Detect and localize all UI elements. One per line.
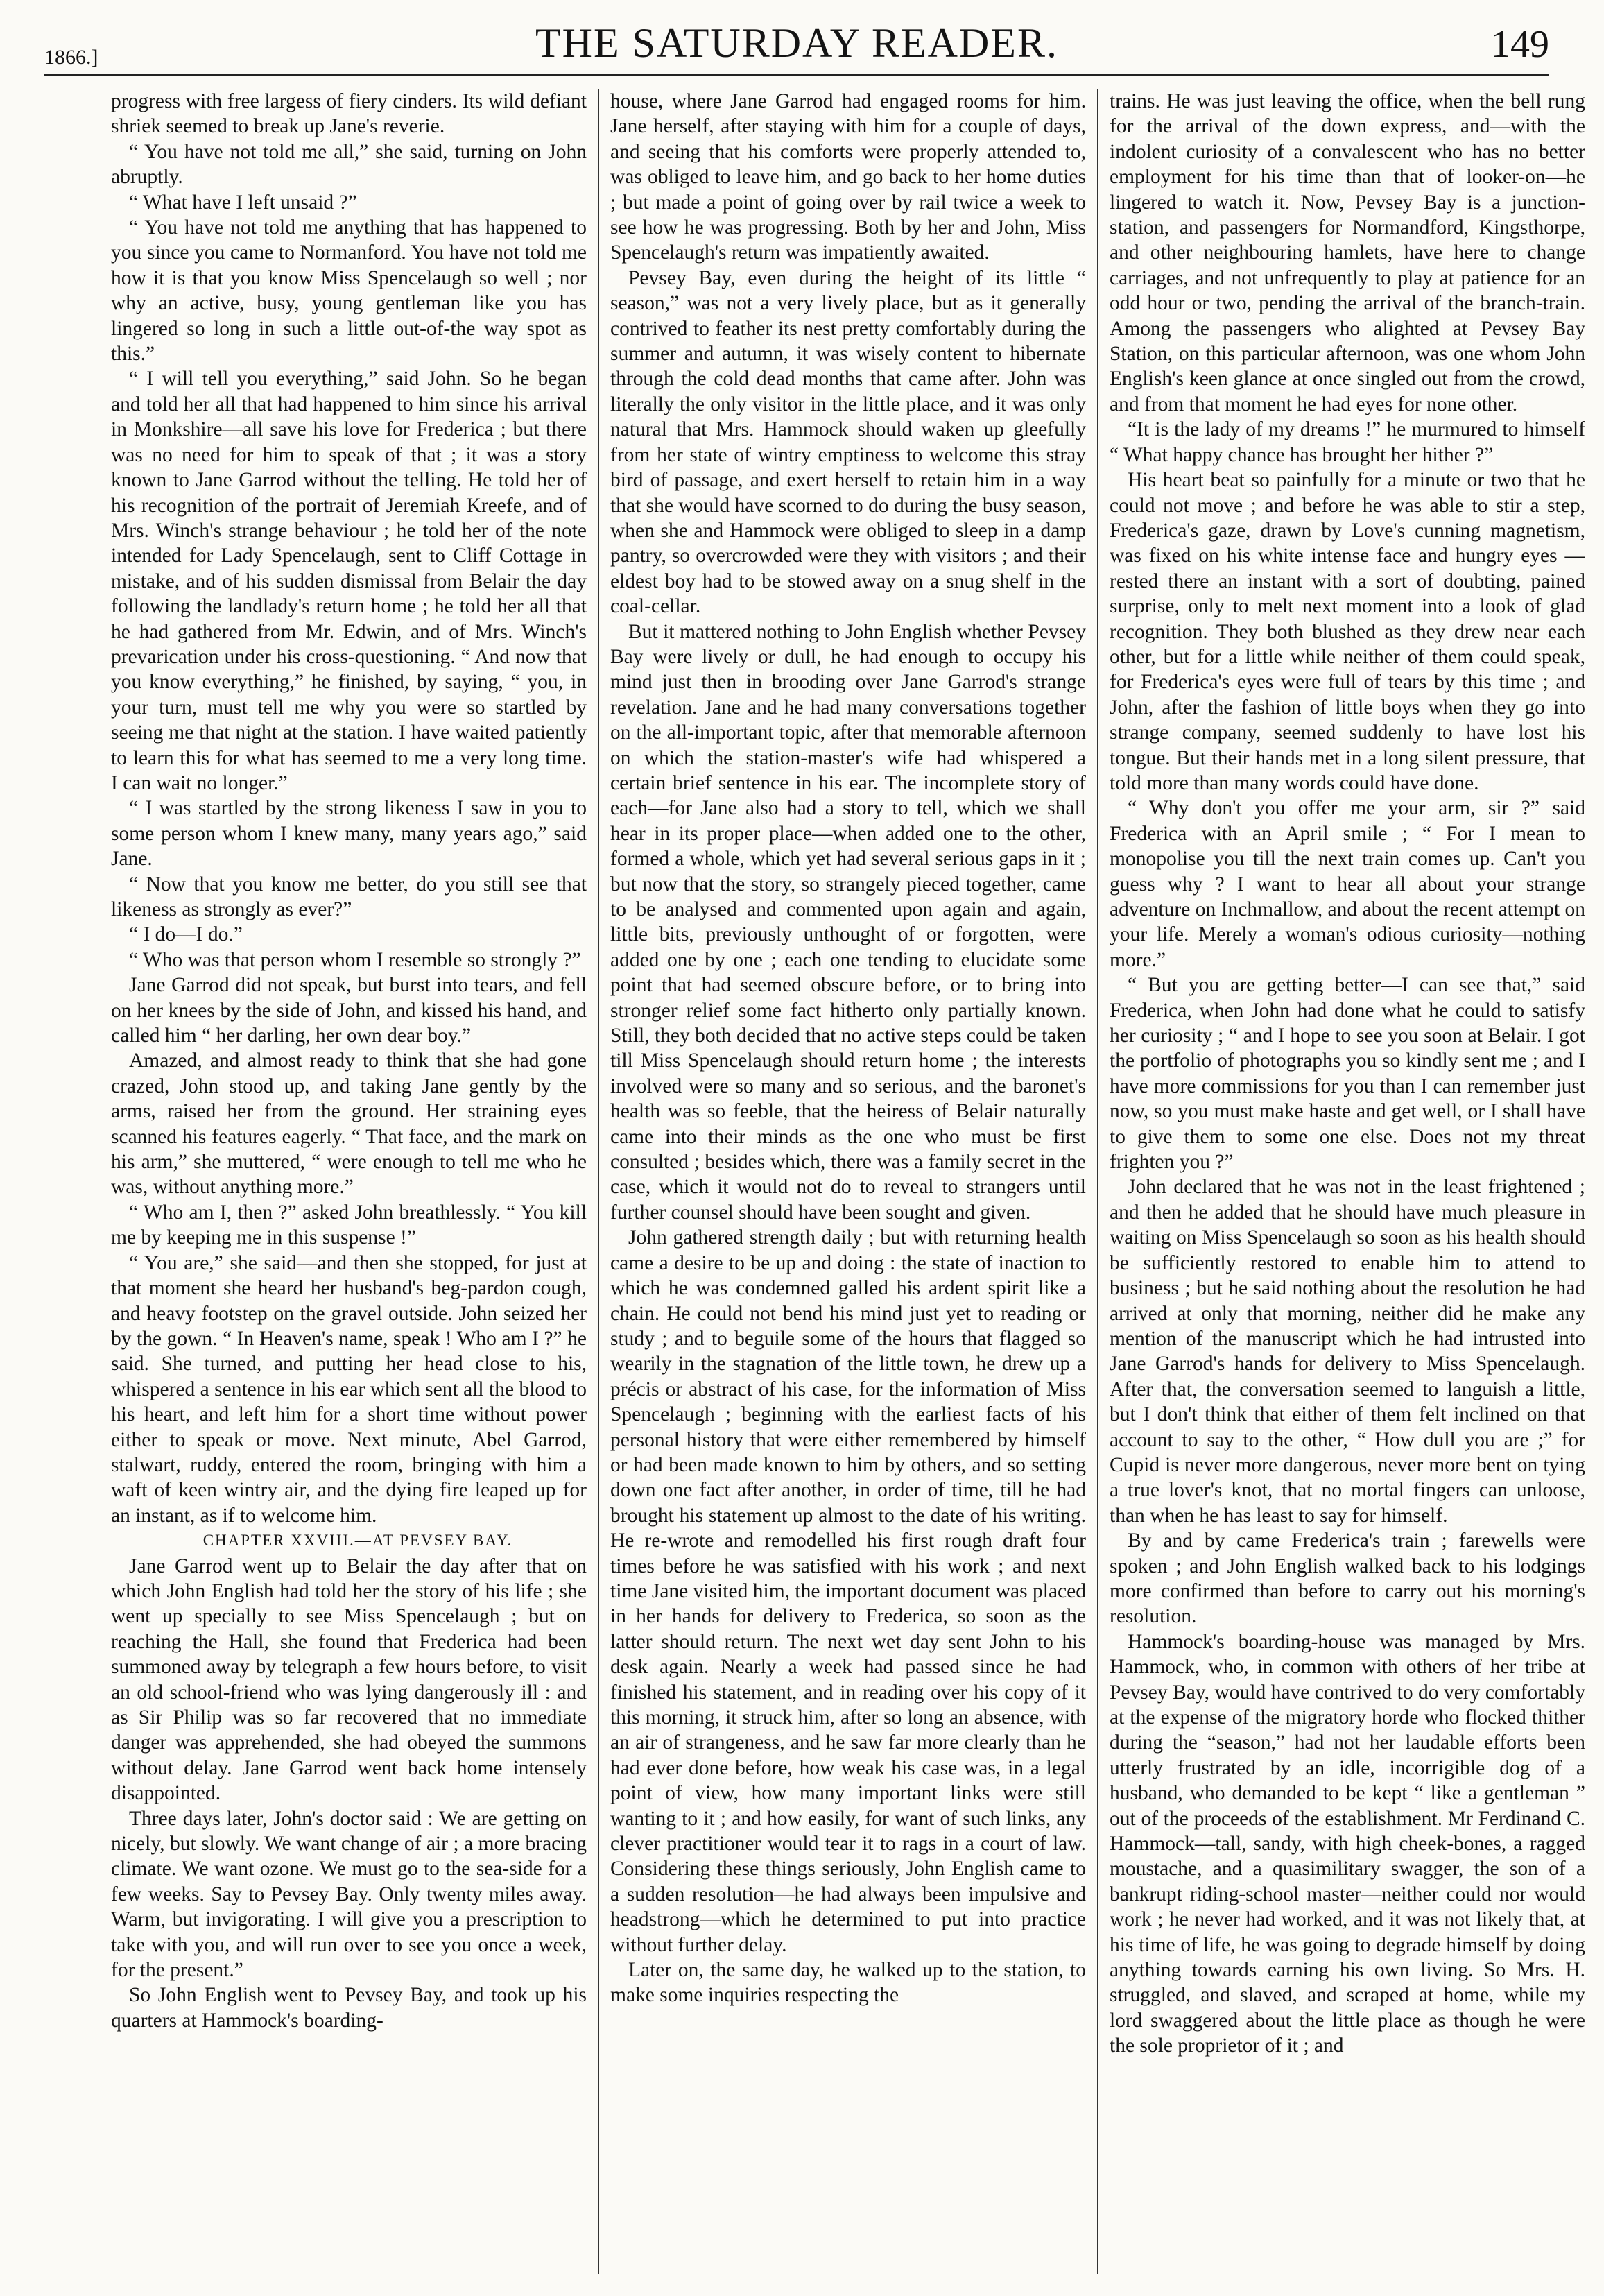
page-number: 149 xyxy=(1491,23,1549,66)
paragraph: “ Now that you know me better, do you still see that likeness as strongly as ever?” xyxy=(111,873,587,920)
paragraph: Three days later, John's doctor said : We are getting on nicely, but slowly. We want change of air ; a more bracing climate. We want ozone. We must go to the sea-side for a few weeks. Say to Pevsey Bay. Only twenty miles away. Warm, but invigorating. I will give you a prescription to take with you, and will run over to see you once a week, for the present.” xyxy=(111,1807,587,1982)
paragraph: house, where Jane Garrod had engaged rooms for him. Jane herself, after staying with him for a couple of days, and seeing that his comforts were properly attended to, was obliged to leave him, and go back to her home duties ; but made a point of going over by rail twice a week to see how he was progressing. Both by her and John, Miss Spencelaugh's return was impatiently awaited. xyxy=(610,90,1086,264)
paragraph: progress with free largess of fiery cinders. Its wild defiant shriek seemed to break up Jane's reverie. xyxy=(111,90,587,138)
paragraph: “ Who am I, then ?” asked John breathlessly. “ You kill me by keeping me in this suspense !” xyxy=(111,1201,587,1249)
paragraph: “ But you are getting better—I can see that,” said Frederica, when John had done what he could to satisfy her curiosity ; “ and I hope to see you soon at Belair. I got the portfolio of photographs you so kindly sent me ; and I have more commissions for you than I can remember just now, so you must make haste and get well, or I shall have to give them to some one else. Does not my threat frighten you ?” xyxy=(1110,974,1585,1174)
paragraph: “ You have not told me anything that has happened to you since you came to Normanford. You have not told me how it is that you know Miss Spencelaugh so well ; nor why an active, busy, young gentleman like you has lingered so long in such a little out-of-the way spot as this.” xyxy=(111,216,587,366)
paragraph: John declared that he was not in the least frightened ; and then he added that he should have much pleasure in waiting on Miss Spencelaugh so soon as his health should be sufficiently restored to enable him to attend to business ; but he said nothing about the resolution he had arrived at only that morning, neither did he make any mention of the manuscript which he had intrusted into Jane Garrod's hands for delivery to Miss Spencelaugh. After that, the conversation seemed to languish a little, but I don't think that either of them felt inclined on that account to say to the other, “ How dull you are ;” for Cupid is never more dangerous, never more bent on tying a true lover's knot, that no mortal fingers can unloose, than when he has least to say for himself. xyxy=(1110,1176,1585,1527)
paragraph: John gathered strength daily ; but with returning health came a desire to be up and doing : the state of inaction to which he was condemned galled his ardent spirit like a chain. He could not bend his mind just yet to reading or study ; and to beguile some of the hours that flagged so wearily in the stagnation of the little town, he drew up a précis or abstract of his case, for the information of Miss Spencelaugh ; beginning with the earliest facts of his personal history that were either remembered by himself or had been made known to him by others, and so setting down one fact after another, in order of time, till he had brought his statement up almost to the date of his writing. He re-wrote and remodelled his first rough draft four times before he was satisfied with his work ; and next time Jane visited him, the important document was placed in her hands for delivery to Frederica, so soon as the latter should return. The next wet day sent John to his desk again. Nearly a week had passed since he had finished his statement, and in reading over his copy of it this morning, it struck him, after so long an absence, with an air of strangeness, and he saw far more clearly than he had ever done before, how weak his case was, in a legal point of view, how many important links were still wanting to it ; and how easily, for want of such links, any clever practitioner would tear it to rags in a court of law. Considering these things seriously, John English came to a sudden resolution—he had always been impulsive and headstrong—which he determined to put into practice without further delay. xyxy=(610,1226,1086,1956)
paragraph: “ Who was that person whom I resemble so strongly ?” xyxy=(129,948,581,971)
paragraph: “ I do—I do.” xyxy=(129,923,243,946)
paragraph: Amazed, and almost ready to think that she had gone crazed, John stood up, and taking Jane gently by the arms, raised her from the ground. Her straining eyes scanned his features eagerly. “ That face, and the mark on his arm,” she muttered, “ were enough to tell me who he was, without anything more.” xyxy=(111,1050,587,1199)
paragraph: trains. He was just leaving the office, when the bell rung for the arrival of the down express, and—with the indolent curiosity of a convalescent who has no better employment for his time than that of looker-on—he lingered to watch it. Now, Pevsey Bay is a junction-station, and passengers for Normandford, Kingsthorpe, and other neighbouring hamlets, have here to change carriages, and not unfrequently to play at patience for an odd hour or two, pending the arrival of the branch-train. Among the passengers who alighted at Pevsey Bay Station, on this particular afternoon, was one whom John English's keen glance at once singled out from the crowd, and from that moment he had eyes for none other. xyxy=(1110,90,1585,415)
paragraph: Hammock's boarding-house was managed by Mrs. Hammock, who, in common with others of her tribe at Pevsey Bay, would have contrived to do very comfortably at the expense of the migratory horde who flocked thither during the “season,” had not her laudable efforts been utterly frustrated by an idle, incorrigible dog of a husband, who demanded to be kept “ like a gentleman ” out of the proceeds of the establishment. Mr Ferdinand C. Hammock—tall, sandy, with high cheek-bones, a ragged moustache, and a quasimilitary swagger, the son of a bankrupt riding-school master—neither could nor would work ; he never had worked, and it was not likely that, at his time of life, he was going to degrade himself by doing anything towards earning his own living. So Mrs. H. struggled, and slaved, and scraped at home, while my lord swaggered about the little place as though he were the sole proprietor of it ; and xyxy=(1110,1630,1585,2057)
paragraph: His heart beat so painfully for a minute or two that he could not move ; and before he was able to stir a step, Frederica's gaze, drawn by Love's cunning magnetism, was fixed on his white intense face and hungry eyes —rested there an instant with a sort of doubting, pained surprise, only to melt next moment into a look of glad recognition. They both blushed as they drew near each other, but for a little while neither of them could speak, for Frederica's eyes were full of tears by this time ; and John, after the fashion of little boys when they go into strange company, seemed suddenly to have lost his tongue. But their hands met in a long silent pressure, that told more than many words could have done. xyxy=(1110,469,1585,794)
paragraph: Pevsey Bay, even during the height of its little “ season,” was not a very lively place, but as it generally contrived to feather its nest pretty comfortably during the summer and autumn, it was wisely content to hibernate through the cold dead months that came after. John was literally the only visitor in the little place, and it was only natural that Mrs. Hammock should waken up gleefully from her state of wintry emptiness to welcome this stray bird of passage, and exert herself to retain him in a way that she would have scorned to do during the busy season, when she and Hammock were obliged to sleep in a damp pantry, so overcrowded were they with visitors ; and their eldest boy had to be stowed away on a snug shelf in the coal-cellar. xyxy=(610,266,1086,618)
column-rule xyxy=(598,89,599,2274)
paragraph: Later on, the same day, he walked up to the station, to make some inquiries respecting the xyxy=(610,1959,1086,2007)
paragraph: But it mattered nothing to John English whether Pevsey Bay were lively or dull, he had enough to occupy his mind just then in brooding over Jane Garrod's strange revelation. Jane and he had many conversations together on the all-important topic, after that memorable afternoon on which the station-master's wife had whispered a certain brief sentence in his ear. The incomplete story of each—for Jane also had a story to tell, which we shall hear in its proper place—when added one to the other, formed a whole, which yet had several serious gaps in it ; but now that the story, so strangely pieced together, came to be analysed and commented upon again and again, little bits, previously unthought of or forgotten, were added one by one ; each one tending to elucidate some point that had seemed obscure before, or to bring into stronger relief some fact hitherto only partially known. Still, they both decided that no active steps could be taken till Miss Spencelaugh should return home ; the interests involved were so many and so serious, and the baronet's health was so feeble, that the heiress of Belair naturally came into their minds as the one who must be first consulted ; besides which, there was a family secret in the case, which it would not do to reveal to strangers until further counsel should have been sought and given. xyxy=(610,620,1086,1224)
page-header xyxy=(44,15,1549,76)
paragraph: “ What have I left unsaid ?” xyxy=(129,191,357,214)
paragraph: “ You are,” she said—and then she stopped, for just at that moment she heard her husband's beg-pardon cough, and heavy footstep on the gravel outside. John seized her by the gown. “ In Heaven's name, speak ! Who am I ?” he said. She turned, and putting her head close to his, whispered a sentence in his ear which sent all the blood to his heart, and left him for a short time without power either to speak or move. Next minute, Abel Garrod, stalwart, ruddy, entered the room, bringing with him a waft of keen wintry air, and the dying fire leaped up for an instant, as if to welcome him. xyxy=(111,1251,587,1527)
header-year: 1866.] xyxy=(44,46,98,69)
chapter-heading: CHAPTER XXVIII.—AT PEVSEY BAY. xyxy=(202,1532,513,1550)
paragraph: “It is the lady of my dreams !” he murmured to himself “ What happy chance has brought her hither ?” xyxy=(1110,418,1585,466)
paragraph: So John English went to Pevsey Bay, and took up his quarters at Hammock's boarding- xyxy=(111,1984,587,2032)
column-rule xyxy=(1097,89,1098,2274)
paragraph: “ I will tell you everything,” said John. So he began and told her all that had happened to him since his arrival in Monkshire—all save his love for Frederica ; but there was no need for him to speak of that ; it was a story known to Jane Garrod without the telling. He told her of his recognition of the portrait of Jeremiah Kreefe, and of Mrs. Winch's strange behaviour ; he told her of the note intended for Lady Spencelaugh, sent to Cliff Cottage in mistake, and of his sudden dismissal from Belair the day following the landlady's return home ; he told her all that he had gathered from Mr. Edwin, and of Mrs. Winch's prevarication under his cross-questioning. “ And now that you know everything,” he finished, by saying, “ you, in your turn, must tell me why you were so startled by seeing me that night at the station. I have waited patiently to learn this for what has seemed to me a very long time. I can wait no longer.” xyxy=(111,368,587,794)
paragraph: “ I was startled by the strong likeness I saw in you to some person whom I knew many, many years ago,” said Jane. xyxy=(111,797,587,871)
paragraph: “ You have not told me all,” she said, turning on John abruptly. xyxy=(111,140,587,189)
text-column-2 xyxy=(610,89,1086,2274)
header-title: THE SATURDAY READER. xyxy=(535,20,1058,66)
paragraph: “ Why don't you offer me your arm, sir ?” said Frederica with an April smile ; “ For I mean to monopolise you till the next train comes up. Can't you guess why ? I want to hear all about your strange adventure on Inchmallow, and about the recent attempt on your life. Merely a woman's odious curiosity—nothing more.” xyxy=(1110,797,1585,971)
text-column-1 xyxy=(111,89,587,2274)
paragraph: By and by came Frederica's train ; farewells were spoken ; and John English walked back to his lodgings more confirmed than before to carry out his morning's resolution. xyxy=(1110,1530,1585,1628)
text-column-3 xyxy=(1110,89,1585,2274)
paragraph: Jane Garrod went up to Belair the day after that on which John English had told her the story of his life ; she went up specially to see Miss Spencelaugh ; but on reaching the Hall, she found that Frederica had been summoned away by telegraph a few hours before, to visit an old school-friend who was lying dangerously ill : and as Sir Philip was so far recovered that no immediate danger was apprehended, she had obeyed the summons without delay. Jane Garrod went back home intensely disappointed. xyxy=(111,1554,587,1805)
paragraph: Jane Garrod did not speak, but burst into tears, and fell on her knees by the side of John, and kissed his hand, and called him “ her darling, her own dear boy.” xyxy=(111,974,587,1047)
